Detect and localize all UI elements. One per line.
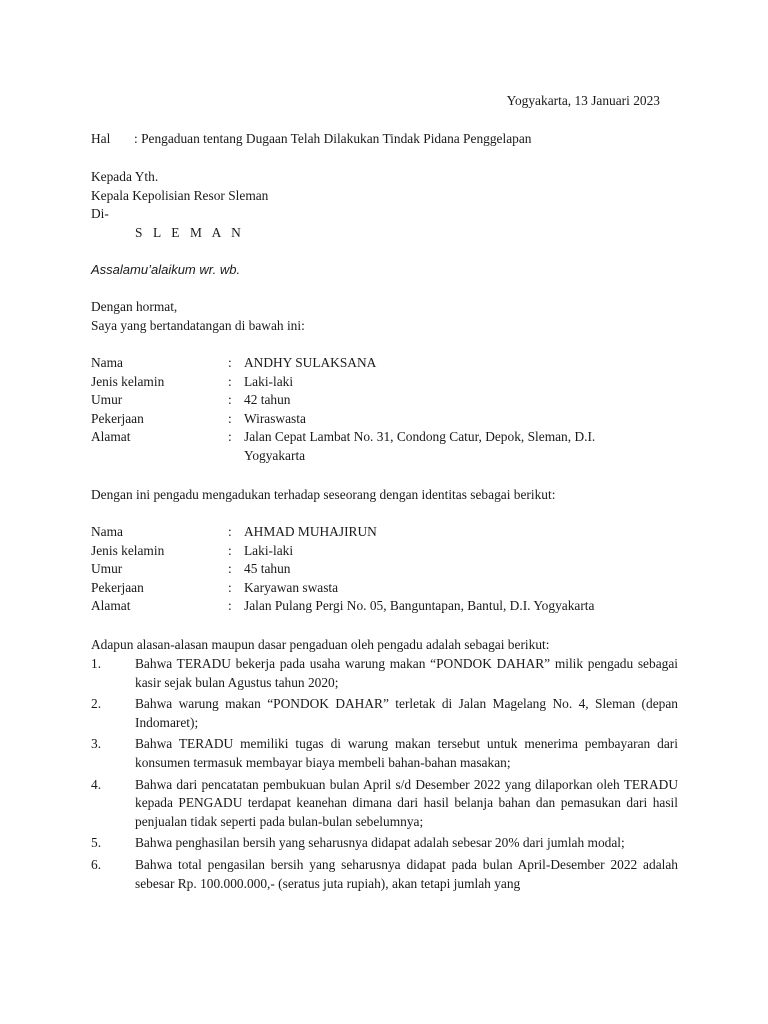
- list-item: [91, 834, 678, 853]
- list-item: [91, 735, 678, 772]
- identity-label: Pekerjaan: [91, 579, 144, 595]
- recipient-title: Kepala Kepolisian Resor Sleman: [91, 187, 269, 203]
- identity-label: Pekerjaan: [91, 410, 144, 426]
- subject-label: Hal: [91, 131, 111, 146]
- identity-colon: :: [228, 392, 232, 408]
- identity-colon: :: [228, 524, 232, 539]
- identity-value: ANDHY SULAKSANA: [244, 355, 377, 370]
- identity-label: Umur: [91, 392, 123, 408]
- list-text: Bahwa penghasilan bersih yang seharusnya didapat adalah sebesar 20% dari jumlah modal;: [135, 835, 625, 851]
- identity-label: Nama: [91, 524, 123, 539]
- reasons-intro: Adapun alasan-alasan maupun dasar pengaduan oleh pengadu adalah sebagai berikut:: [91, 637, 550, 652]
- identity-colon: :: [228, 542, 232, 558]
- list-text: Bahwa TERADU bekerja pada usaha warung makan “PONDOK DAHAR” milik pengadu sebagai kasir sejak bulan Agustus tahun 2020;: [135, 656, 678, 690]
- respondent-identity-table: [91, 523, 614, 616]
- list-number: 3.: [91, 736, 102, 752]
- identity-row: [91, 373, 614, 392]
- list-number: 4.: [91, 776, 102, 792]
- identity-label: Umur: [91, 561, 123, 577]
- identity-row: [91, 597, 614, 616]
- reasons-list: [91, 655, 678, 896]
- list-number: 2.: [91, 696, 102, 712]
- list-number: 6.: [91, 856, 102, 872]
- recipient-block: [91, 168, 268, 242]
- identity-colon: :: [228, 579, 232, 595]
- place-date: Yogyakarta, 13 Januari 2023: [506, 93, 660, 108]
- greeting: Assalamu’alaikum wr. wb.: [91, 262, 241, 277]
- list-number: 1.: [91, 656, 102, 671]
- list-item: [91, 695, 678, 732]
- identity-value: AHMAD MUHAJIRUN: [244, 524, 377, 539]
- identity-label: Jenis kelamin: [91, 373, 165, 389]
- recipient-salutation: Kepada Yth.: [91, 169, 159, 184]
- list-text: Bahwa TERADU memiliki tugas di warung makan tersebut untuk menerima pembayaran dari konsumen termasuk membayar biaya membeli bahan-bahan masakan;: [135, 736, 678, 770]
- identity-value: Jalan Pulang Pergi No. 05, Banguntapan, Bantul, D.I. Yogyakarta: [244, 598, 595, 614]
- recipient-city: S L E M A N: [135, 224, 245, 240]
- identity-row: [91, 428, 614, 465]
- identity-colon: :: [228, 429, 232, 445]
- recipient-di: Di-: [91, 206, 109, 222]
- identity-row: [91, 579, 614, 598]
- identity-value: Laki-laki: [244, 373, 294, 389]
- list-text: Bahwa dari pencatatan pembukuan bulan April s/d Desember 2022 yang dilaporkan oleh TERADU kepada PENGADU terdapat keanehan dimana dari hasil belanja bahan dan pemasukan dari hasil penjualan tidak seperti pada bulan-bulan sebelumnya;: [135, 776, 678, 829]
- identity-colon: :: [228, 373, 232, 389]
- list-text: Bahwa warung makan “PONDOK DAHAR” terletak di Jalan Magelang No. 4, Sleman (depan Indomaret);: [135, 696, 678, 730]
- list-text: Bahwa total pengasilan bersih yang seharusnya didapat pada bulan April-Desember 2022 adalah sebesar Rp. 100.000.000,- (seratus juta rupiah), akan tetapi jumlah yang: [135, 856, 678, 891]
- identity-label: Jenis kelamin: [91, 542, 165, 558]
- identity-colon: :: [228, 355, 232, 370]
- subject-text: : Pengaduan tentang Dugaan Telah Dilakukan Tindak Pidana Penggelapan: [134, 131, 532, 146]
- identity-value: 45 tahun: [244, 561, 291, 577]
- identity-value: Laki-laki: [244, 542, 294, 558]
- complaint-intro: Dengan ini pengadu mengadukan terhadap seseorang dengan identitas sebagai berikut:: [91, 487, 556, 502]
- identity-value: Jalan Cepat Lambat No. 31, Condong Catur, Depok, Sleman, D.I. Yogyakarta: [244, 429, 596, 463]
- opening-block: [91, 298, 305, 335]
- list-number: 5.: [91, 835, 102, 851]
- identity-value: 42 tahun: [244, 392, 291, 408]
- identity-label: Alamat: [91, 429, 131, 445]
- list-item: [91, 655, 678, 692]
- identity-row: [91, 354, 614, 373]
- identity-value: Karyawan swasta: [244, 579, 339, 595]
- complainant-identity-table: [91, 354, 614, 466]
- identity-row: [91, 542, 614, 561]
- identity-colon: :: [228, 561, 232, 577]
- identity-value: Wiraswasta: [244, 410, 306, 426]
- list-item: [91, 856, 678, 893]
- opening-statement: Saya yang bertandatangan di bawah ini:: [91, 317, 305, 333]
- identity-colon: :: [228, 410, 232, 426]
- identity-label: Alamat: [91, 598, 131, 614]
- identity-label: Nama: [91, 355, 123, 370]
- identity-row: [91, 391, 614, 410]
- identity-colon: :: [228, 598, 232, 614]
- identity-row: [91, 560, 614, 579]
- identity-row: [91, 523, 614, 542]
- opening-hormat: Dengan hormat,: [91, 299, 178, 314]
- list-item: [91, 776, 678, 832]
- identity-row: [91, 410, 614, 429]
